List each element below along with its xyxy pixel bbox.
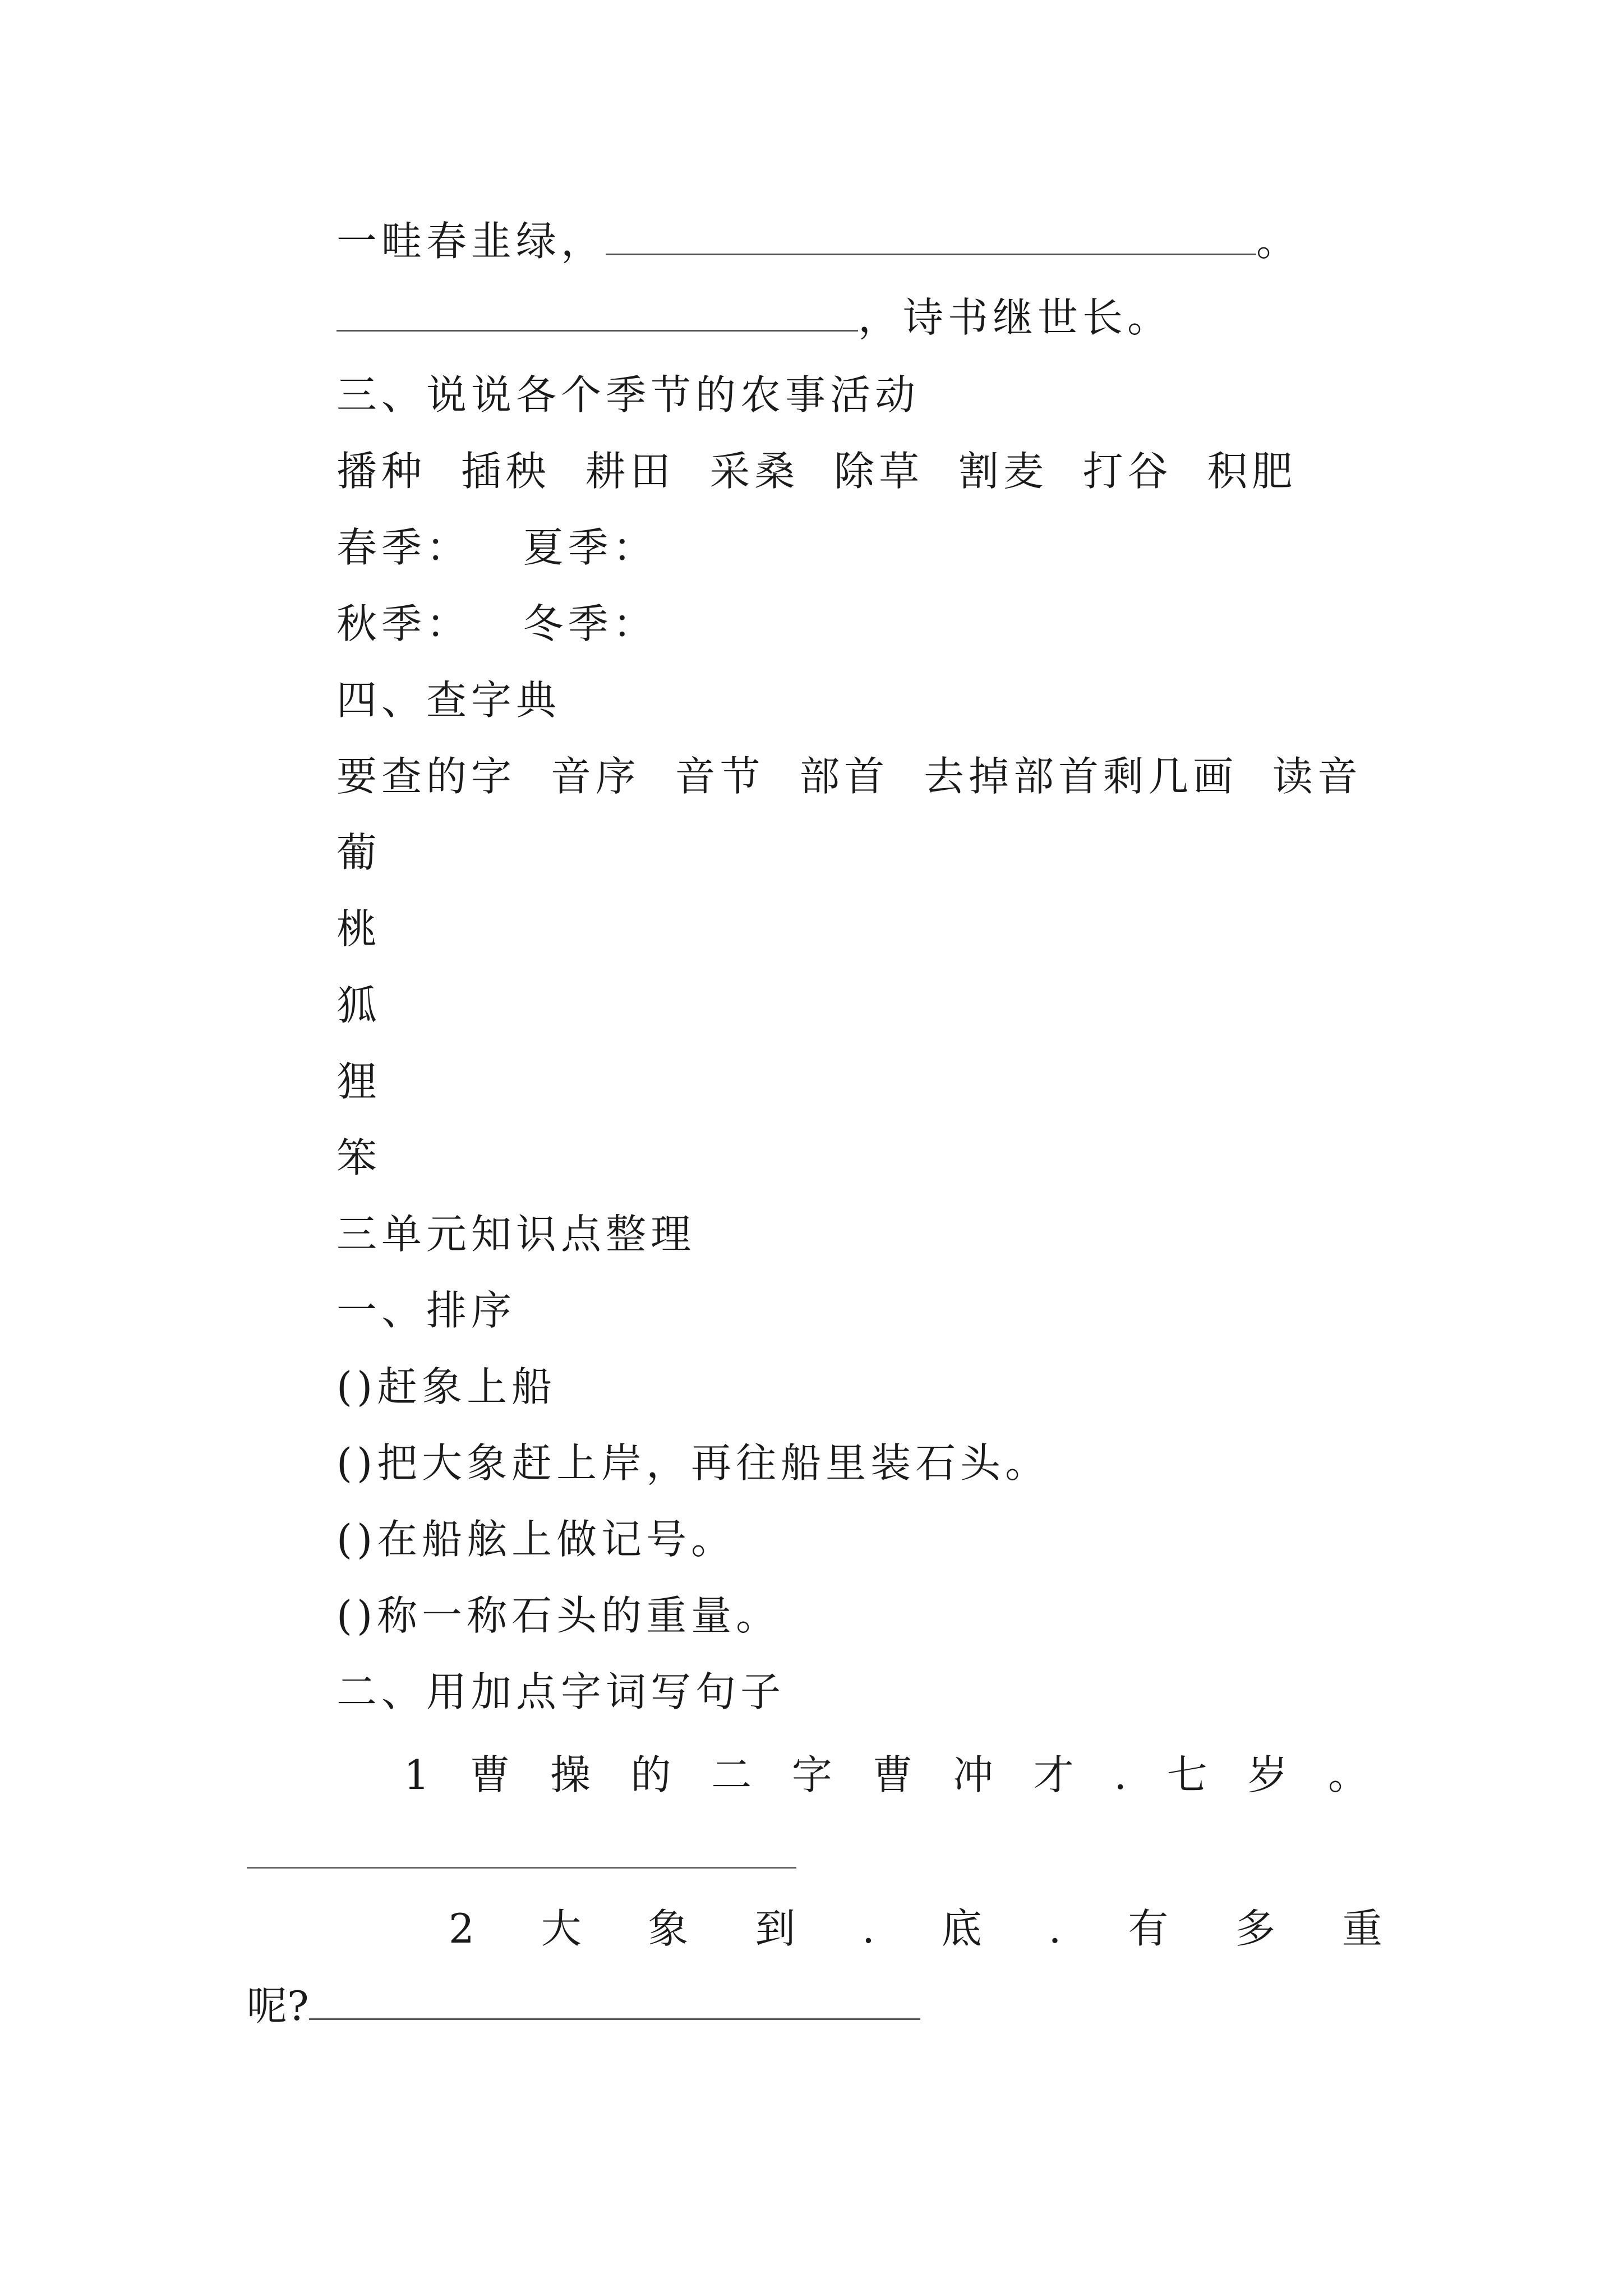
section3-autumn-winter: 秋季： 冬季： [336, 600, 658, 647]
section4-columns: 要查的字 音序 音节 部首 去掉部首剩几画 读音 [336, 753, 1362, 800]
sentence-2-char: 有 [1128, 1905, 1169, 1952]
poem-line-1-end: 。 [1256, 218, 1302, 265]
ordering-item-1: ()赶象上船 [336, 1363, 557, 1410]
sentence-2-tail-text: 呢? [247, 1982, 309, 2030]
sentence-1-char: 。 [1327, 1751, 1368, 1798]
sentence-1-char: 冲 [953, 1751, 994, 1798]
sentence-2-answer-line[interactable] [309, 1985, 920, 2020]
section3-activities: 播种 插秧 耕田 采桑 除草 割麦 打谷 积肥 [336, 448, 1297, 495]
ordering-item-3: ()在船舷上做记号。 [336, 1516, 736, 1563]
section4-heading: 四、查字典 [336, 677, 561, 724]
section3-spring-summer: 春季： 夏季： [336, 524, 658, 571]
sentence-2-char: . [862, 1905, 875, 1952]
sentence-1-char: . [1114, 1751, 1127, 1798]
poem-line-2-blank[interactable] [336, 296, 858, 332]
poem-line-2-text: ，诗书继世长。 [858, 294, 1173, 341]
unit3-title: 三单元知识点整理 [336, 1211, 696, 1258]
ordering-item-4: ()称一称石头的重量。 [336, 1592, 781, 1639]
sentence-1-char: 七 [1166, 1751, 1207, 1798]
sentence-2-tail [247, 1982, 920, 2030]
poem-line-1-text: 一畦春韭绿， [336, 218, 606, 265]
sentence-1-char: 字 [791, 1751, 832, 1798]
sentence-2-char: 重 [1341, 1905, 1382, 1952]
sentence-1-char: 曹 [872, 1751, 913, 1798]
section3-heading: 三、说说各个季节的农事活动 [336, 371, 920, 418]
sentence-1-char: 曹 [469, 1751, 510, 1798]
dictionary-char-1: 葡 [336, 829, 382, 876]
dictionary-char-4: 狸 [336, 1058, 382, 1105]
dictionary-char-2: 桃 [336, 905, 382, 953]
sentence-2-char: 2 [449, 1905, 474, 1952]
sentence-2-char: 大 [541, 1905, 582, 1952]
sentence-2-char: 底 [941, 1905, 982, 1952]
sentence-2-char: 到 [755, 1905, 796, 1952]
poem-line-1-blank[interactable] [606, 220, 1256, 255]
sentence-2-char: 象 [648, 1905, 689, 1952]
poem-line-1 [336, 218, 1302, 265]
sentence-1-char: 才 [1033, 1751, 1074, 1798]
poem-line-2 [336, 294, 1173, 341]
sentence-1-char: 操 [550, 1751, 591, 1798]
sentence-1-answer-line[interactable] [247, 1867, 796, 1869]
ordering-item-2: ()把大象赶上岸，再往船里装石头。 [336, 1439, 1050, 1487]
sentence-2 [449, 1905, 1382, 1952]
sentence-1-char: 二 [711, 1751, 752, 1798]
sentence-1-char: 的 [630, 1751, 671, 1798]
sentence-1-char: 1 [404, 1751, 430, 1798]
dictionary-char-5: 笨 [336, 1134, 382, 1181]
sentence-heading: 二、用加点字词写句子 [336, 1668, 786, 1715]
sentence-2-char: 多 [1235, 1905, 1276, 1952]
sentence-1 [404, 1751, 1368, 1798]
sentence-1-char: 岁 [1247, 1751, 1288, 1798]
dictionary-char-3: 狐 [336, 982, 382, 1029]
sentence-2-char: . [1048, 1905, 1062, 1952]
ordering-heading: 一、排序 [336, 1287, 517, 1334]
